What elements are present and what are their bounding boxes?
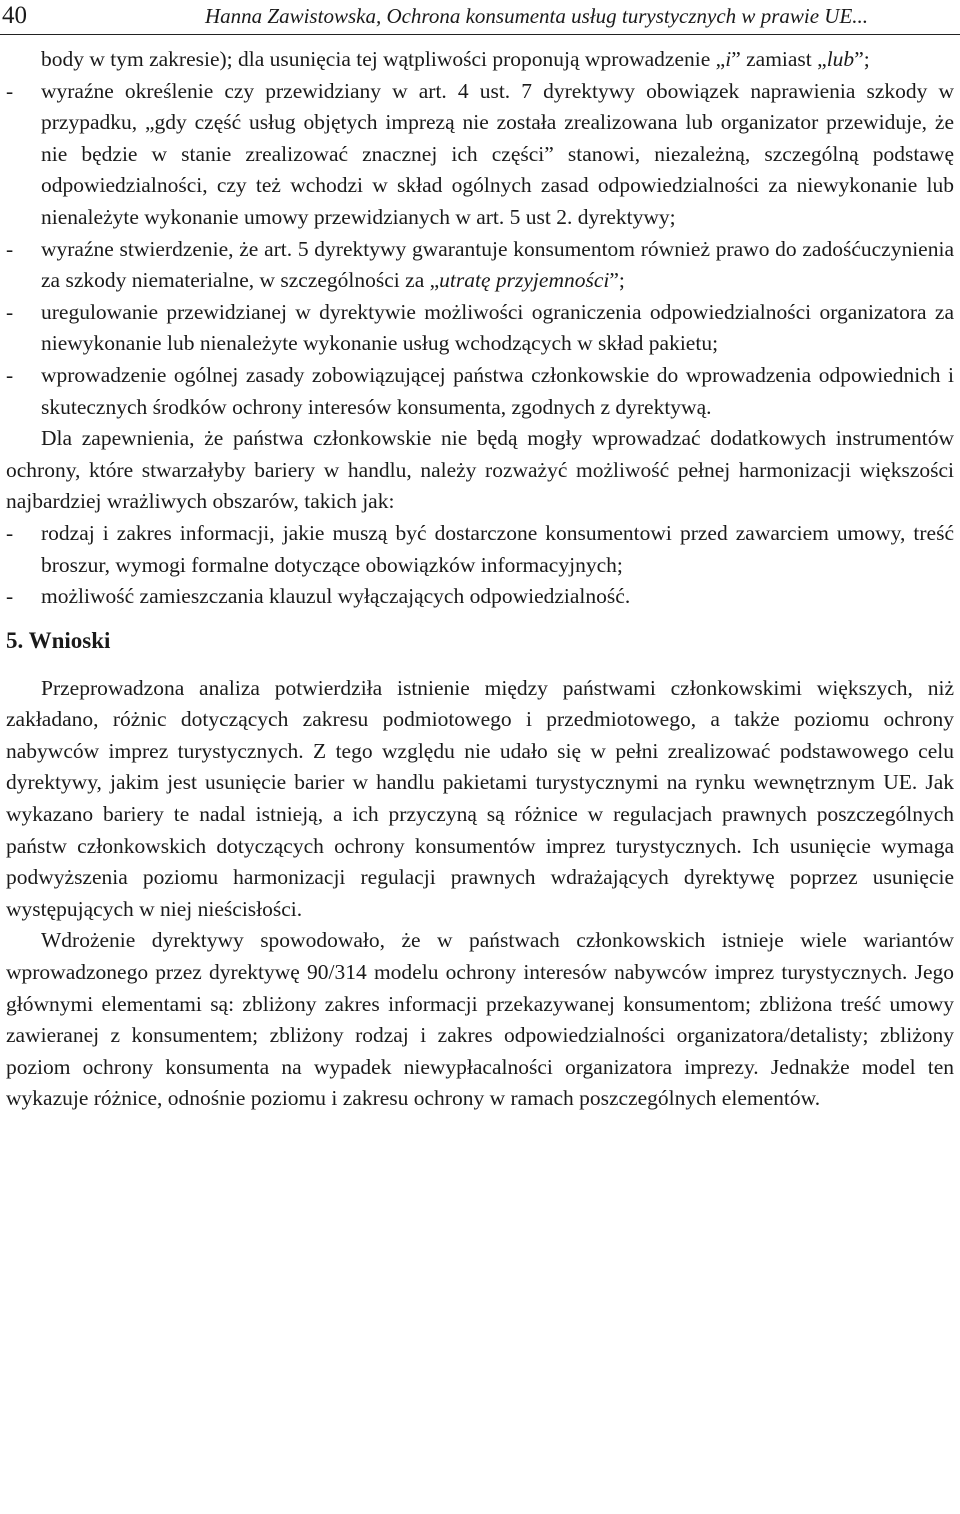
list-item-text: możliwość zamieszczania klauzul wyłączających odpowiedzialność.: [41, 584, 631, 609]
running-title: Hanna Zawistowska, Ochrona konsumenta usług turystycznych w prawie UE...: [205, 4, 869, 28]
list-item: [6, 581, 954, 613]
list-dash: -: [6, 236, 14, 261]
list-item-text: wyraźne określenie czy przewidziany w art. 4 ust. 7 dyrektywy obowiązek naprawienia szkody w przypadku, „gdy część usług objętych imprezą nie została zrealizowana lub organizator przewiduje, że nie będzie w stanie zrealizować znacznej ich części” stanowi, niezależną, szczególną podstawę odpowiedzialności, czy też wchodzi w skład ogólnych zasad odpowiedzialności za niewykonanie lub nienależyte wykonanie umowy przewidzianych w art. 5 ust 2. dyrektywy;: [41, 78, 954, 229]
list-item-text: wprowadzenie ogólnej zasady zobowiązującej państwa członkowskie do wprowadzenia odpowiednich i skutecznych środków ochrony interesów konsumenta, zgodnych z dyrektywą.: [41, 362, 954, 419]
intro-paragraph: Dla zapewnienia, że państwa członkowskie nie będą mogły wprowadzać dodatkowych instrumentów ochrony, które stwarzałyby bariery w handlu, należy rozważyć możliwość pełnej harmonizacji większości najbardziej wrażliwych obszarów, takich jak:: [6, 426, 954, 514]
page-header: [0, 0, 960, 35]
list-dash: -: [6, 584, 14, 609]
conclusion-paragraph: Wdrożenie dyrektywy spowodowało, że w państwach członkowskich istnieje wiele wariantów wprowadzonego przez dyrektywę 90/314 modelu ochrony interesów nabywców imprez turystycznych. Jego głównymi elementami są: zbliżony zakres informacji przekazywanej konsumentom; zbliżona treść umowy zawieranej z konsumentem; zbliżony rodzaj i zakres odpowiedzialności organizatora/detalisty; zbliżony poziom ochrony konsumenta na wypadek niewypłacalności organizatora imprezy. Jednakże model ten wykazuje różnice, odnośnie poziomu i zakresu ochrony w ramach poszczególnych elementów.: [6, 928, 954, 1111]
list-dash: -: [6, 78, 14, 103]
list-item: [6, 76, 954, 234]
list-continuation: body w tym zakresie); dla usunięcia tej wątpliwości proponują wprowadzenie „i” zamiast „lub”;: [41, 47, 870, 71]
list-item-text: rodzaj i zakres informacji, jakie muszą być dostarczone konsumentowi przed zawarciem umowy, treść broszur, wymogi formalne dotyczące obowiązków informacyjnych;: [41, 520, 954, 577]
list-item-text: uregulowanie przewidzianej w dyrektywie możliwości ograniczenia odpowiedzialności organizatora za niewykonanie lub nienależyte wykonanie usług wchodzących w skład pakietu;: [41, 299, 954, 356]
page-body: [6, 44, 954, 1115]
list-dash: -: [6, 362, 14, 387]
list-item: [6, 360, 954, 423]
list-item: [6, 518, 954, 581]
page-number: 40: [2, 2, 27, 29]
conclusion-paragraph: Przeprowadzona analiza potwierdziła istnienie między państwami członkowskimi większych, niż zakładano, różnic dotyczących zakresu podmiotowego i przedmiotowego, a także poziomu ochrony nabywców imprez turystycznych. Z tego względu nie udało się w pełni zrealizować podstawowego celu dyrektywy, jakim jest usunięcie barier w handlu pakietami turystycznymi na rynku wewnętrznym UE. Jak wykazano bariery te nadal istnieją, a ich przyczyną są różnice w regulacjach prawnych poszczególnych państw członkowskich dotyczących ochrony konsumentów imprez turystycznych. Ich usunięcie wymaga podwyższenia poziomu harmonizacji regulacji prawnych wdrażających dyrektywę poprzez usunięcie występujących w niej nieścisłości.: [6, 675, 954, 921]
list-dash: -: [6, 299, 14, 324]
section-heading: 5. Wnioski: [6, 627, 111, 653]
list-item: - wyraźne stwierdzenie, że art. 5 dyrektywy gwarantuje konsumentom również prawo do zadośćuczynienia za szkody niematerialne, w szczególności za „utratę przyjemności”;: [6, 234, 954, 297]
list-dash: -: [6, 520, 14, 545]
list-item: [6, 297, 954, 360]
